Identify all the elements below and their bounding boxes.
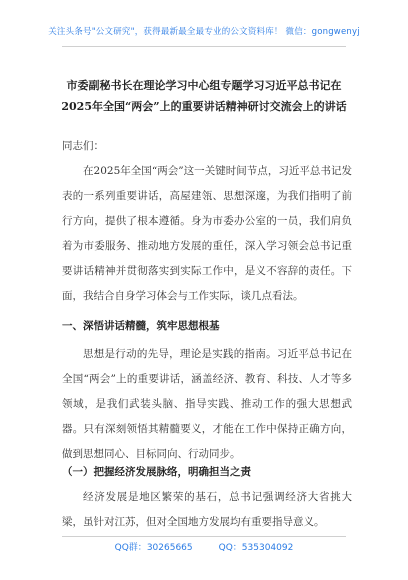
header-banner [0,0,408,52]
subsection-heading-1: （一）把握经济发展脉络，明确担当之责 [62,466,251,478]
section-heading-1: 一、深悟讲话精髓，筑牢思想根基 [62,320,220,332]
salutation: 同志们： [62,140,104,152]
qq-label: QQ： [218,543,242,553]
footer-divider [62,536,346,537]
footer [0,536,408,556]
qq-group-number: 30265665 [146,543,193,553]
qq-group-label: QQ群： [114,543,147,553]
intro-paragraph: 在2025年全国“两会”这一关键时间节点，习近平总书记发表的一系列重要讲话，高屋建瓴、思想深邃，为我们指明了前行方向，提供了根本遵循。身为市委办公室的一员，我们肩负着为市委服务、推动地方发展的重任，深入学习领会总书记重要讲话精神并贯彻落实到实际工作中，是义不容辞的责任。下面，我结合自身学习体会与工作实际，谈几点看法。 [62,165,352,302]
document-title: 市委副秘书长在理论学习中心组专题学习习近平总书记在2025年全国“两会”上的重要讲话精神研讨交流会上的讲话 [61,79,347,113]
subsection-1-paragraph: 经济发展是地区繁荣的基石，总书记强调经济大省挑大梁，虽针对江苏，但对全国地方发展均有重要指导意义。 [62,491,352,528]
qq-number: 535304092 [241,543,294,553]
banner-promo-text: 关注头条号"公文研究"，获得最新最全最专业的公文资料库！ 微信：gongwenyj [48,27,360,37]
header-divider [62,46,346,47]
footer-contact [0,540,408,553]
section-1-paragraph: 思想是行动的先导，理论是实践的指南。习近平总书记在全国“两会”上的重要讲话，涵盖经济、教育、科技、人才等多领域，是我们武装头脑、指导实践、推动工作的强大思想武器。只有深刻领悟其精髓要义，才能在工作中保持正确方向，做到思想同心、目标同向、行动同步。 [62,348,352,460]
